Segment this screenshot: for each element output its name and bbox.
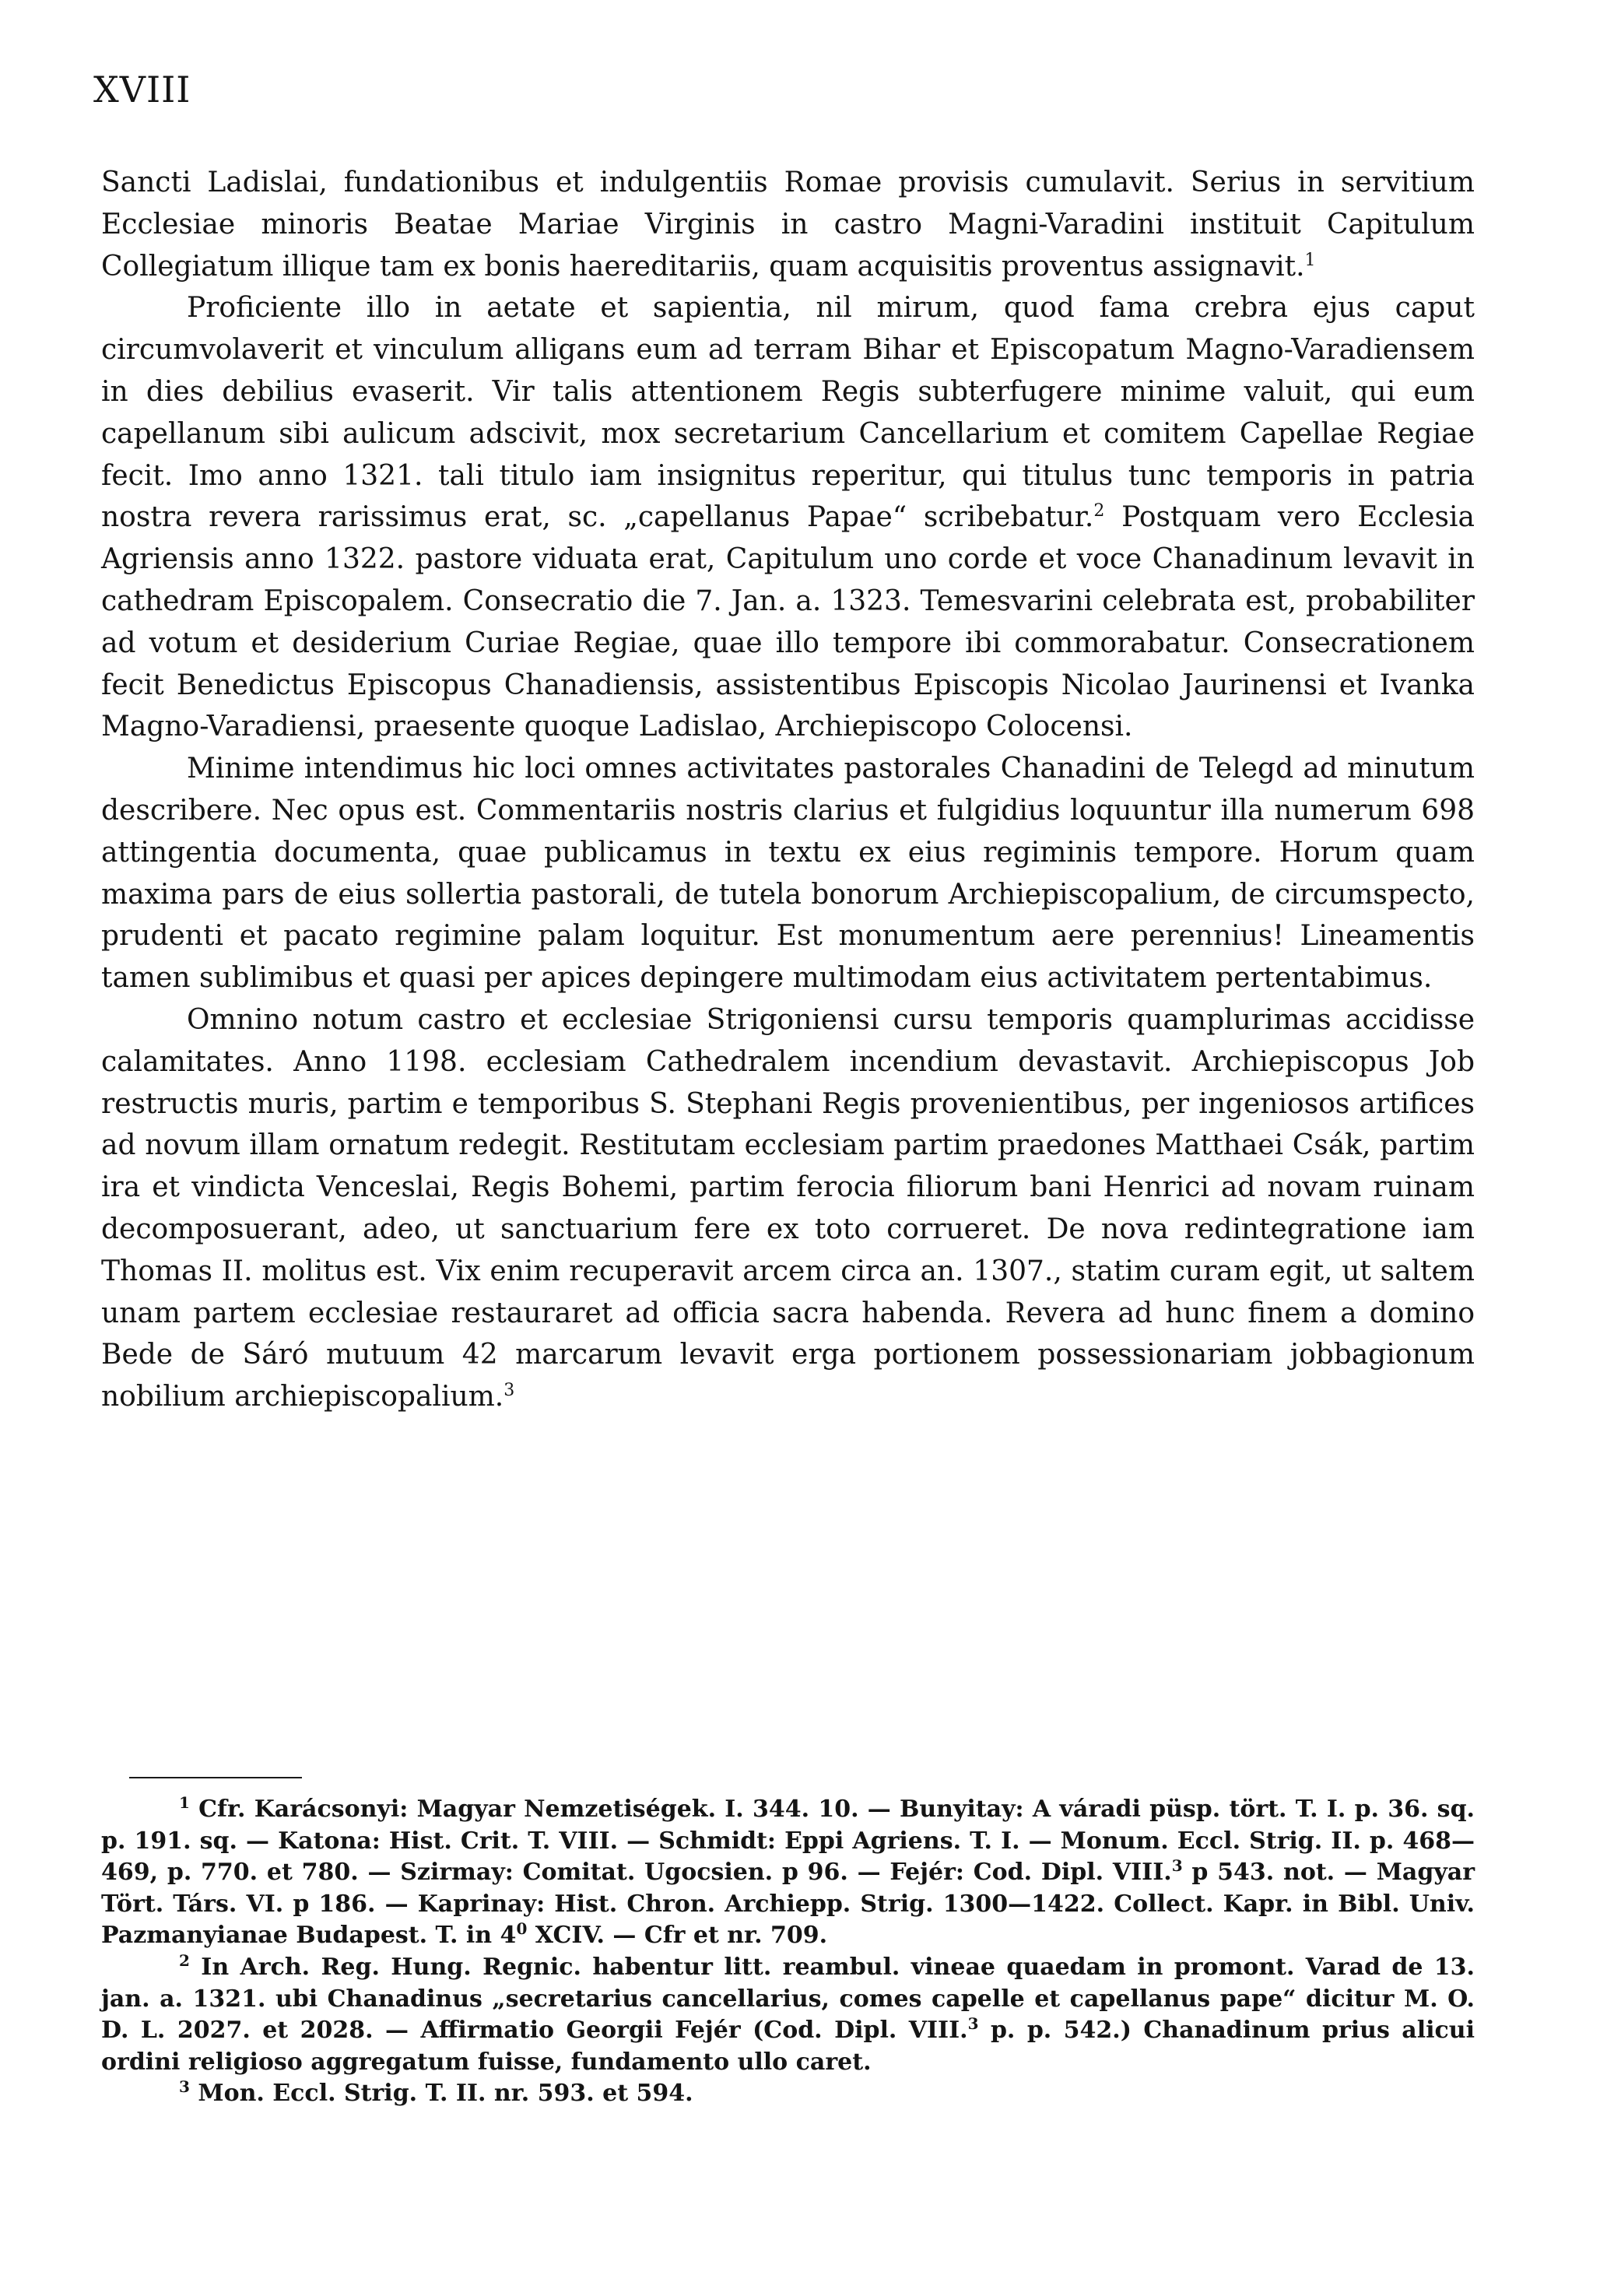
footnote-3 — [101, 2078, 1475, 2110]
footnote-1-text: Cfr. Karácsonyi: Magyar Nemzetiségek. I. 344. 10. — Bunyitay: A váradi püsp. tört. T. I. p. 36. sq. p. 191. sq. — Katona: Hist. Crit. T. VIII. — Schmidt: Eppi Agriens. T. I. — Monum. Eccl. Strig. II. p. 468—469, p. 770. et 780. — Szirmay: Comitat. Ugocsien. p 96. — Fejér: Cod. Dipl. VIII. — [101, 1796, 1475, 1887]
footnote-3-text: Mon. Eccl. Strig. T. II. nr. 593. et 594. — [198, 2080, 693, 2108]
footnote-1-text-after: p 543. not. — Magyar Tört. Társ. VI. p 186. — Kaprinay: Hist. Chron. Archiepp. Strig. 1300—1422. Collect. Kapr. in Bibl. Univ. Pazmanyianae Budapest. T. in 4 — [101, 1859, 1475, 1950]
footnote-2-sup: 3 — [967, 2014, 979, 2034]
paragraph-1-text: Sancti Ladislai, fundationibus et indulgentiis Romae provisis cumulavit. Serius in servitium Ecclesiae minoris Beatae Mariae Virginis in castro Magni-Varadini instituit Capitulum Collegiatum illique tam ex bonis haereditariis, quam acquisitis proventus assignavit. — [101, 167, 1475, 283]
footnote-3-mark: 3 — [179, 2077, 190, 2097]
body-text — [101, 162, 1475, 1418]
footnote-divider — [129, 1777, 302, 1778]
footnote-ref-3: 3 — [504, 1381, 515, 1401]
footnote-1-mark: 1 — [179, 1793, 190, 1812]
paragraph-2 — [101, 287, 1475, 748]
paragraph-4 — [101, 999, 1475, 1418]
footnote-1-text-end: XCIV. — Cfr et nr. 709. — [527, 1922, 828, 1950]
footnote-ref-2: 2 — [1093, 501, 1105, 521]
footnote-1 — [101, 1794, 1475, 1952]
paragraph-3 — [101, 748, 1475, 999]
footnotes — [101, 1794, 1475, 2110]
footnote-2 — [101, 1952, 1475, 2078]
footnote-1-sup2: 0 — [516, 1919, 528, 1939]
footnote-2-mark: 2 — [179, 1950, 190, 1970]
footnote-ref-1: 1 — [1304, 250, 1316, 270]
page-number: XVIII — [93, 68, 191, 111]
paragraph-2-text: Proficiente illo in aetate et sapientia, nil mirum, quod fama crebra ejus caput circumvolaverit et vinculum alligans eum ad terram Bihar et Episcopatum Magno-Varadiensem in dies debilius evaserit. Vir talis attentionem Regis subterfugere minime valuit, qui eum capellanum sibi aulicum adscivit, mox secretarium Cancellarium et comitem Capellae Regiae fecit. Imo anno 1321. tali titulo iam insignitus reperitur, qui titulus tunc temporis in patria nostra revera rarissimus erat, sc. „capellanus Papae“ scribebatur. — [101, 292, 1475, 534]
paragraph-3-text: Minime intendimus hic loci omnes activitates pastorales Chanadini de Telegd ad minutum describere. Nec opus est. Commentariis nostris clarius et fulgidius loquuntur illa numerum 698 attingentia documenta, quae publicamus in textu ex eius regiminis tempore. Horum quam maxima pars de eius sollertia pastorali, de tutela bonorum Archiepiscopalium, de circumspecto, prudenti et pacato regimine palam loquitur. Est monumentum aere perennius! Lineamentis tamen sublimibus et quasi per apices depingere multimodam eius activitatem pertentabimus. — [101, 753, 1475, 995]
paragraph-1 — [101, 162, 1475, 287]
footnote-1-sup: 3 — [1171, 1856, 1183, 1876]
footnote-2-text: In Arch. Reg. Hung. Regnic. habentur litt. reambul. vineae quaedam in promont. Varad de 13. jan. a. 1321. ubi Chanadinus „secretarius cancellarius, comes capelle et capellanus pape“ dicitur M. O. D. L. 2027. et 2028. — Affirmatio Georgii Fejér (Cod. Dipl. VIII. — [101, 1953, 1475, 2045]
paragraph-4-text: Omnino notum castro et ecclesiae Strigoniensi cursu temporis quamplurimas accidisse calamitates. Anno 1198. ecclesiam Cathedralem incendium devastavit. Archiepiscopus Job restructis muris, partim e temporibus S. Stephani Regis provenientibus, per ingeniosos artifices ad novum illam ornatum redegit. Restitutam ecclesiam partim praedones Matthaei Csák, partim ira et vindicta Venceslai, Regis Bohemi, partim ferocia filiorum bani Henrici ad novam ruinam decomposuerant, adeo, ut sanctuarium fere ex toto corrueret. De nova redintegratione iam Thomas II. molitus est. Vix enim recuperavit arcem circa an. 1307., statim curam egit, ut saltem unam partem ecclesiae restauraret ad officia sacra habenda. Revera ad hunc finem a domino Bede de Sáró mutuum 42 marcarum levavit erga portionem possessionariam jobbagionum nobilium archiepiscopalium. — [101, 1003, 1475, 1413]
footnote-2-text-after: p. p. 542.) Chanadinum prius alicui ordini religioso aggregatum fuisse, fundamento ullo caret. — [101, 2017, 1475, 2076]
paragraph-2-continuation: Postquam vero Ecclesia Agriensis anno 1322. pastore viduata erat, Capitulum uno corde et voce Chanadinum levavit in cathedram Episcopalem. Consecratio die 7. Jan. a. 1323. Temesvarini celebrata est, probabiliter ad votum et desiderium Curiae Regiae, quae illo tempore ibi commorabatur. Consecrationem fecit Benedictus Episcopus Chanadiensis, assistentibus Episcopis Nicolao Jaurinensi et Ivanka Magno-Varadiensi, praesente quoque Ladislao, Archiepiscopo Colocensi. — [101, 501, 1475, 743]
